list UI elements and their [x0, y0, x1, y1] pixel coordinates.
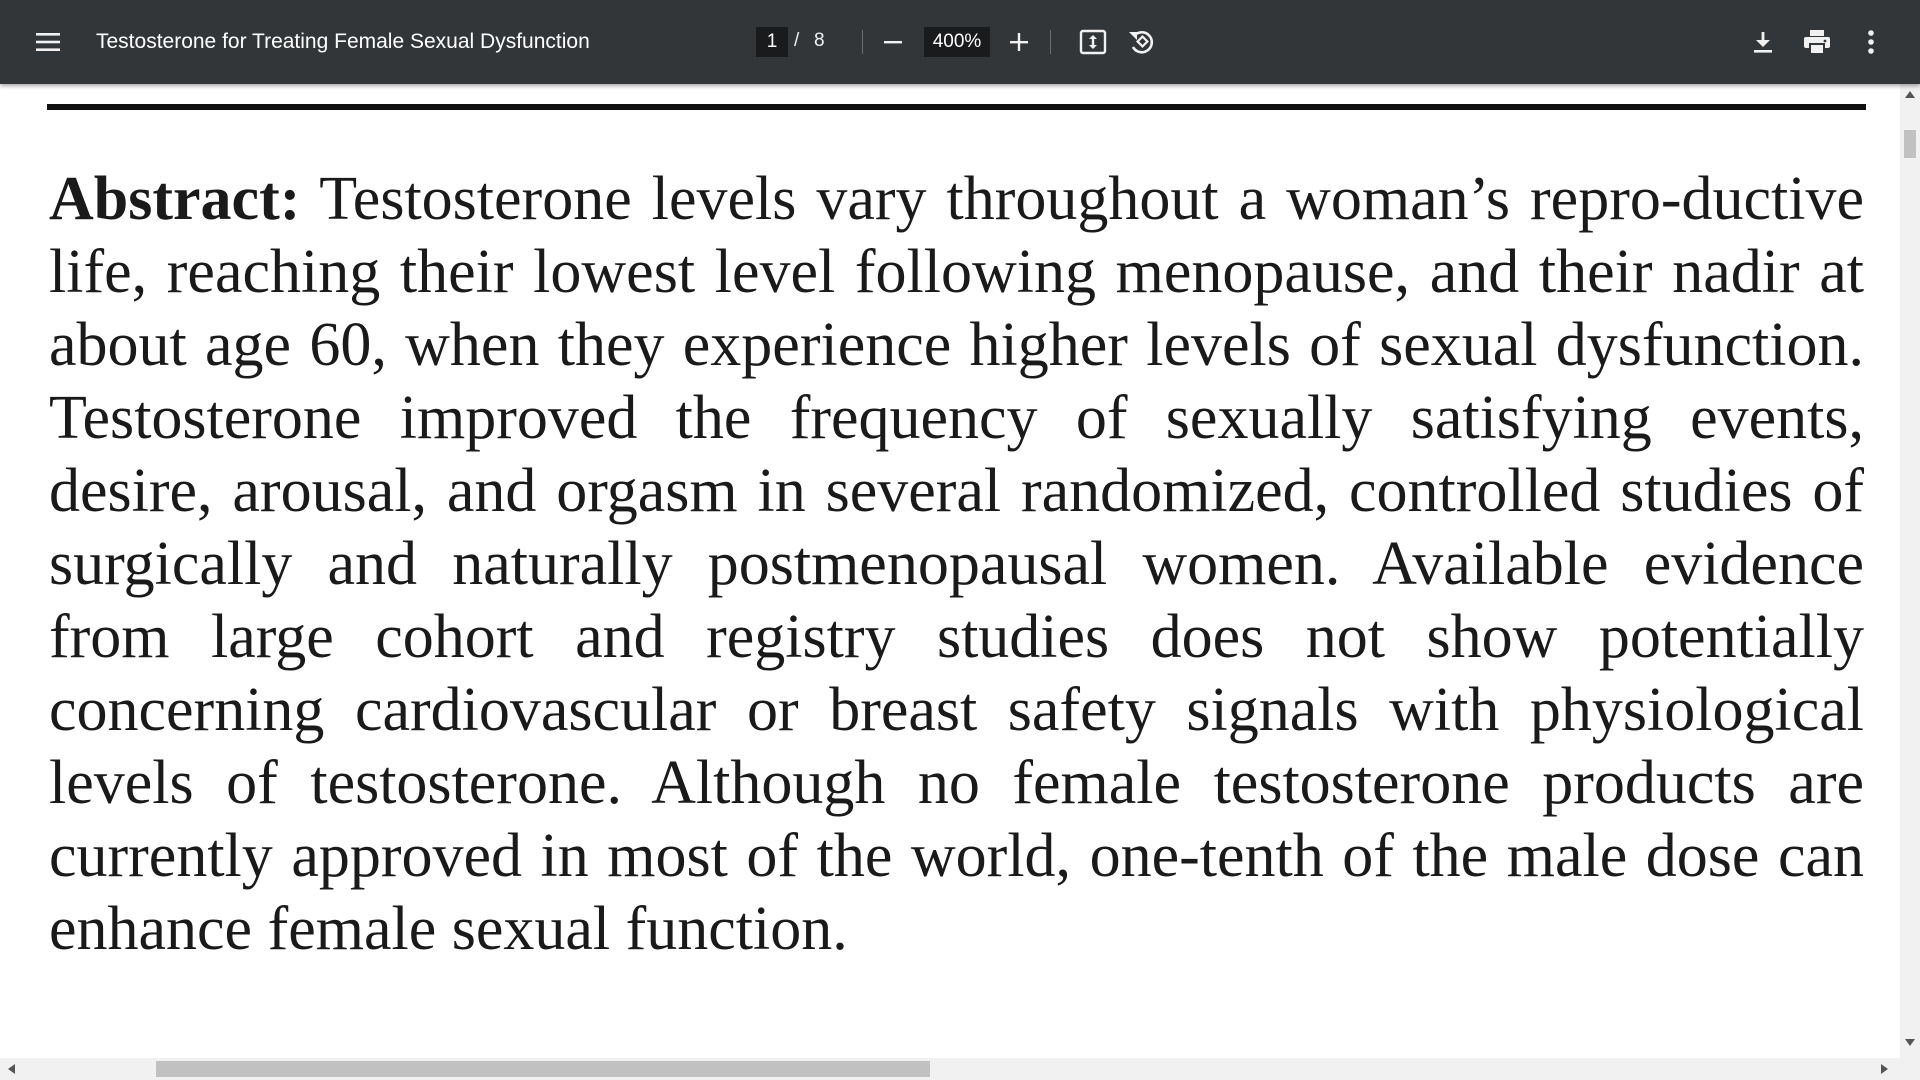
rotate-button[interactable]	[1121, 22, 1161, 62]
vertical-scrollbar-thumb[interactable]	[1904, 130, 1916, 158]
document-title: Testosterone for Treating Female Sexual Dysfunction	[96, 30, 590, 53]
rotate-icon	[1127, 28, 1155, 56]
scroll-up-arrow-icon[interactable]	[1905, 91, 1915, 98]
abstract-label: Abstract:	[49, 165, 301, 233]
toolbar-divider	[1050, 30, 1051, 54]
page-number-input[interactable]	[756, 27, 788, 57]
page-total: 8	[814, 30, 825, 51]
plus-icon	[1009, 32, 1029, 52]
zoom-level-input[interactable]	[924, 27, 990, 57]
scroll-left-arrow-icon[interactable]	[8, 1064, 15, 1074]
page-separator: /	[794, 30, 800, 51]
print-button[interactable]	[1797, 22, 1837, 62]
pdf-toolbar	[0, 0, 1920, 84]
fit-to-page-button[interactable]	[1073, 22, 1113, 62]
scroll-right-arrow-icon[interactable]	[1881, 1064, 1888, 1074]
more-vert-icon	[1867, 29, 1875, 55]
horizontal-rule	[47, 104, 1866, 110]
download-button[interactable]	[1743, 22, 1783, 62]
print-icon	[1803, 29, 1831, 55]
hamburger-menu-icon[interactable]	[28, 22, 68, 62]
horizontal-scrollbar-thumb[interactable]	[156, 1061, 930, 1077]
more-options-button[interactable]	[1851, 22, 1891, 62]
download-icon	[1752, 30, 1774, 54]
vertical-scrollbar[interactable]	[1900, 84, 1920, 1058]
fit-page-icon	[1079, 29, 1107, 55]
zoom-out-button[interactable]	[873, 22, 913, 62]
scroll-down-arrow-icon[interactable]	[1905, 1039, 1915, 1046]
minus-icon	[883, 32, 903, 52]
pdf-viewer[interactable]	[0, 84, 1900, 1058]
toolbar-divider	[862, 30, 863, 54]
zoom-in-button[interactable]	[999, 22, 1039, 62]
abstract-text: Testosterone levels vary throughout a woman’s repro-ductive life, reaching their lowest level following menopause, and their nadir at about age 60, when they experience higher levels of sexual dysfunction. Testosterone improved the frequency of sexually satisfying events, desire, arousal, and orgasm in several randomized, controlled studies of surgically and naturally postmenopausal women. Available evidence from large cohort and registry studies does not show potentially concerning cardiovascular or breast safety signals with physiological levels of testosterone. Although no female testosterone products are currently approved in most of the world, one-tenth of the male dose can enhance female sexual function.	[49, 165, 1864, 963]
abstract-paragraph	[49, 163, 1864, 966]
